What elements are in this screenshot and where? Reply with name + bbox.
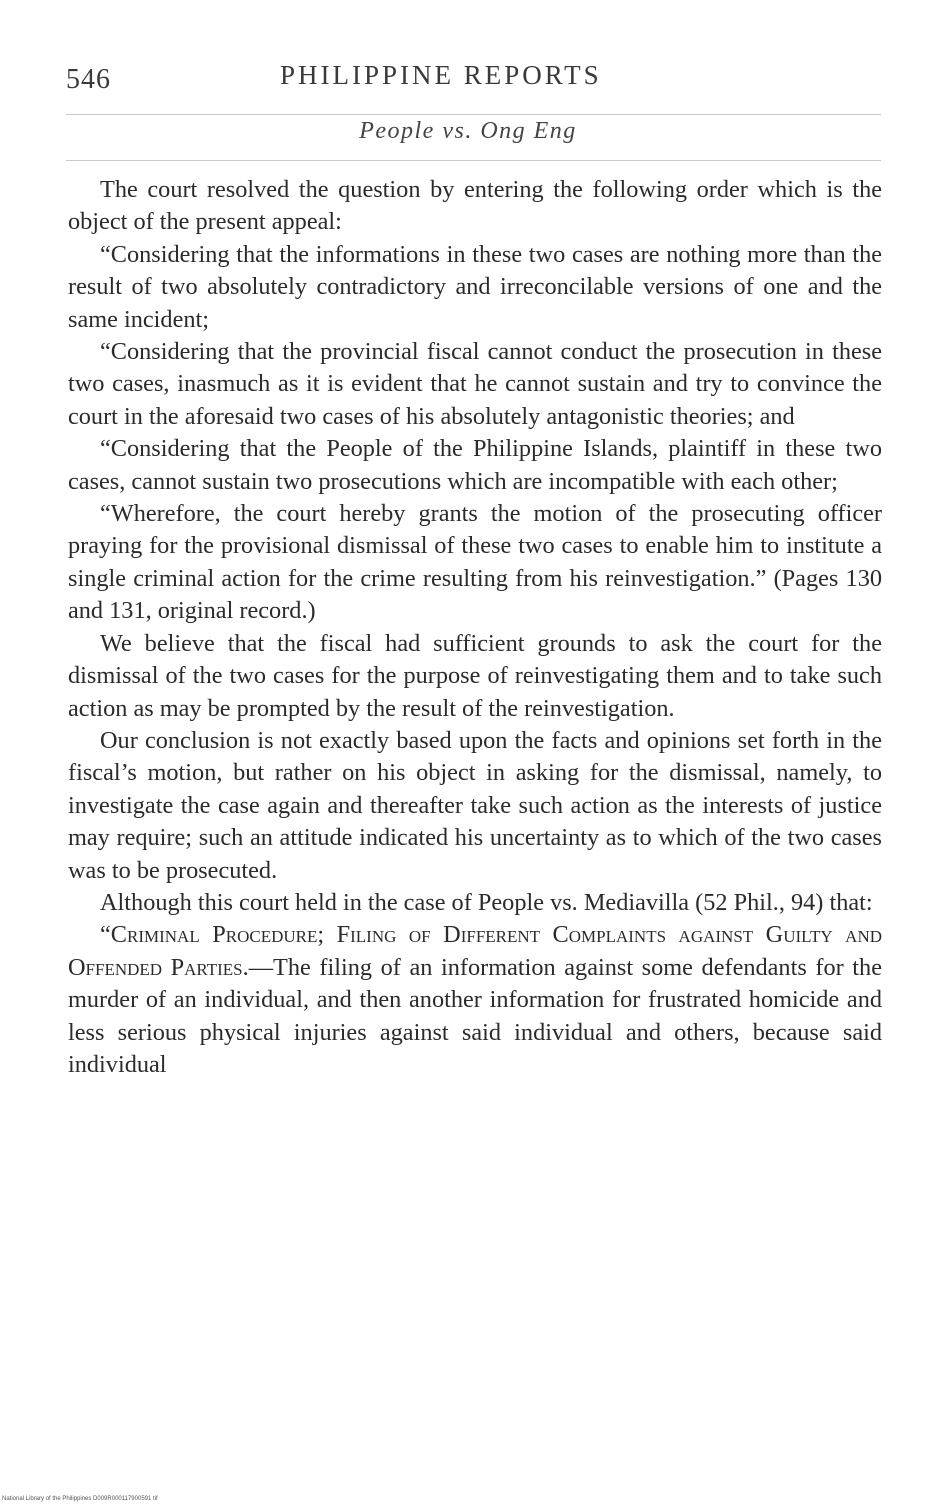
quoted-syllabus: [68, 919, 882, 1081]
paragraph-3: “Considering that the provincial fiscal cannot conduct the prosecution in these two cases, inasmuch as it is evident that he cannot sustain and try to convince the court in the aforesaid two cases of his absolutely antagonistic theories; and: [68, 338, 882, 430]
header-rule-top: [66, 114, 881, 115]
paragraph-6: We believe that the fiscal had sufficient grounds to ask the court for the dismissal of the two cases for the purpose of reinvestigating them and to take such action as may be prompted by the result of the reinvestigation.: [68, 629, 882, 722]
scan-credit: National Library of the Philippines D009R000117900591 tif: [2, 1496, 158, 1502]
paragraph-5: “Wherefore, the court hereby grants the motion of the prosecuting officer praying for the provisional dismissal of these two cases to enable him to institute a single criminal action for the crime resulting from his reinvestigation.” (Pages 130 and 131, original record.): [68, 500, 882, 625]
running-head-title: PHILIPPINE REPORTS: [280, 60, 602, 90]
paragraph-7: Our conclusion is not exactly based upon the facts and opinions set forth in the fiscal’s motion, but rather on his object in asking for the dismissal, namely, to investigate the case again and thereafter take such action as the interests of justice may require; such an attitude indicated his uncertainty as to which of the two cases was to be prosecuted.: [68, 726, 882, 884]
case-title: People vs. Ong Eng: [359, 118, 577, 144]
syllabus-heading: “Criminal Procedure; Filing of Different Complaints against Guilty and Offended Parties.: [68, 921, 882, 981]
header-rule-bottom: [66, 160, 881, 161]
paragraph-8: Although this court held in the case of People vs. Mediavilla (52 Phil., 94) that:: [100, 888, 873, 916]
syllabus-text: —The filing of an information against some defendants for the murder of an individual, and then another information for frustrated homicide and less serious physical injuries against said individual and others, because said individual: [68, 953, 882, 1078]
paragraph-4: “Considering that the People of the Philippine Islands, plaintiff in these two cases, cannot sustain two prosecutions which are incompatible with each other;: [68, 435, 882, 495]
page-number: 546: [66, 64, 111, 95]
body-text: [68, 174, 882, 1081]
paragraph-2: “Considering that the informations in these two cases are nothing more than the result of two absolutely contradictory and irreconcilable versions of one and the same incident;: [68, 240, 882, 333]
paragraph-1: The court resolved the question by entering the following order which is the object of the present appeal:: [68, 176, 882, 236]
